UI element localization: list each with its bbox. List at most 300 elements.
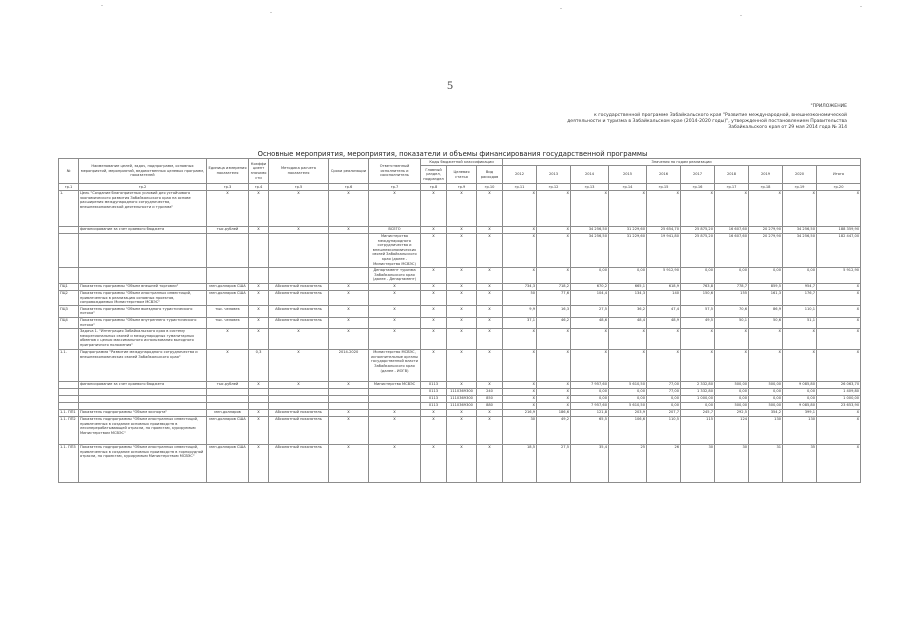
row-name: Задача 1. "Интеграция Забайкальского края в систему межрегиональных связей и международных гуманитарных обменов с целью максимального использования выгодного приграничного положения": [79, 328, 207, 349]
appendix-note: [467, 104, 847, 131]
table-cell: X: [421, 444, 447, 482]
table-cell: X: [249, 306, 269, 317]
header-responsible: Ответственный исполнитель и соисполнитель: [369, 159, 421, 184]
column-number: гр.7: [369, 184, 421, 191]
table-cell: 27,5: [571, 306, 609, 317]
table-cell: X: [503, 402, 537, 409]
table-cell: X: [329, 381, 369, 388]
table-cell: 0,00: [609, 388, 647, 395]
table-cell: 57,5: [681, 306, 715, 317]
table-cell: Абсолютный показатель: [269, 317, 329, 328]
table-cell: 718,2: [537, 283, 571, 290]
scan-speck: [860, 6, 862, 7]
table-cell: [329, 402, 369, 409]
row-code: [59, 328, 79, 349]
table-cell: X: [817, 328, 861, 349]
table-cell: X: [269, 328, 329, 349]
table-cell: млн.долларов США: [207, 290, 249, 306]
table-cell: X: [249, 283, 269, 290]
table-cell: X: [647, 190, 681, 226]
table-row: [59, 349, 861, 381]
table-cell: 0,00: [681, 402, 715, 409]
table-cell: Абсолютный показатель: [269, 283, 329, 290]
table-cell: 51,1: [783, 317, 817, 328]
table-cell: 1110369300: [447, 388, 477, 395]
table-cell: X: [477, 306, 503, 317]
table-cell: X: [421, 226, 447, 233]
table-cell: 161,3: [749, 290, 783, 306]
table-cell: X: [447, 328, 477, 349]
table-cell: 34 256,50: [571, 226, 609, 233]
table-cell: X: [477, 267, 503, 283]
table-cell: 49,2: [537, 416, 571, 444]
table-cell: 50,6: [749, 317, 783, 328]
table-cell: X: [681, 349, 715, 381]
column-number: гр.17: [715, 184, 749, 191]
table-cell: 35: [783, 444, 817, 482]
appendix-title: "ПРИЛОЖЕНИЕ: [810, 104, 847, 109]
table-cell: [269, 233, 329, 267]
table-cell: X: [369, 416, 421, 444]
table-cell: 34 256,50: [571, 233, 609, 267]
table-cell: X: [447, 283, 477, 290]
table-cell: 0113: [421, 395, 447, 402]
table-cell: X: [477, 416, 503, 444]
table-cell: X: [609, 328, 647, 349]
column-number: гр.10: [477, 184, 503, 191]
table-cell: X: [503, 395, 537, 402]
table-cell: 70,6: [715, 306, 749, 317]
row-code: 1.1.: [59, 349, 79, 381]
table-cell: 31: [749, 444, 783, 482]
table-cell: X: [329, 290, 369, 306]
table-cell: 176,7: [783, 290, 817, 306]
row-name: Показатель программы "Объем иностранных инвестиций, привлеченных в реализацию основных проектов, сопровождаемых Министерством МСВЭС": [79, 290, 207, 306]
table-row: [59, 226, 861, 233]
table-cell: 0,00: [783, 388, 817, 395]
table-cell: 16 607,60: [715, 233, 749, 267]
table-cell: X: [681, 190, 715, 226]
table-cell: X: [477, 381, 503, 388]
table-cell: X: [537, 226, 571, 233]
table-cell: 25: [609, 444, 647, 482]
table-cell: 0,00: [715, 395, 749, 402]
table-cell: X: [447, 409, 477, 416]
scan-speck: [270, 12, 272, 13]
page-number: 5: [447, 78, 453, 92]
table-row: [59, 409, 861, 416]
header-years-group: Значения по годам реализации: [503, 159, 861, 166]
header-year: 2019: [749, 166, 783, 184]
table-cell: 48,6: [571, 317, 609, 328]
table-cell: 31 229,60: [609, 233, 647, 267]
table-cell: X: [817, 317, 861, 328]
table-cell: [207, 267, 249, 283]
header-coef: Коэффициент значимости: [249, 159, 269, 184]
table-cell: [207, 388, 249, 395]
table-cell: 65,5: [571, 416, 609, 444]
row-name: Подпрограмма "Развитие международного сотрудничества и внешнеэкономических связей Забайкальского края": [79, 349, 207, 381]
table-cell: 9,9: [503, 306, 537, 317]
table-cell: X: [447, 190, 477, 226]
row-name: Показатель программы "Объем внешней торговли": [79, 283, 207, 290]
table-cell: X: [447, 381, 477, 388]
table-cell: X: [681, 328, 715, 349]
table-cell: X: [421, 409, 447, 416]
table-cell: X: [537, 190, 571, 226]
table-cell: 47,4: [647, 306, 681, 317]
table-cell: 1 000,00: [681, 395, 715, 402]
table-cell: 110,1: [783, 306, 817, 317]
table-cell: X: [571, 190, 609, 226]
table-cell: 134,3: [609, 290, 647, 306]
header-no: №: [59, 159, 79, 184]
table-body: [59, 190, 861, 482]
table-cell: 292,5: [715, 409, 749, 416]
header-year: 2016: [647, 166, 681, 184]
table-cell: 30: [503, 416, 537, 444]
row-code: [59, 395, 79, 402]
header-budget-codes: Коды бюджетной классификации: [421, 159, 503, 166]
table-cell: 850: [477, 395, 503, 402]
header-year: 2015: [609, 166, 647, 184]
table-cell: 880: [477, 402, 503, 409]
table-cell: 188 359,90: [817, 226, 861, 233]
table-cell: Министерство МСВЭС, исполнительные органы государственной власти Забайкальского края (далее - ИОГВ): [369, 349, 421, 381]
scan-speck: [740, 15, 742, 16]
row-name: [79, 402, 207, 409]
table-cell: X: [477, 349, 503, 381]
header-name: Наименование целей, задач, подпрограмм, основных мероприятий, мероприятий, ведомственных целевых программ, показателей: [79, 159, 207, 184]
column-number: гр.19: [783, 184, 817, 191]
row-code: [59, 402, 79, 409]
table-cell: 0,00: [783, 395, 817, 402]
table-cell: [369, 388, 421, 395]
table-cell: млн.долларов США: [207, 416, 249, 444]
table-cell: 20 279,90: [749, 233, 783, 267]
table-cell: X: [329, 283, 369, 290]
table-cell: X: [503, 328, 537, 349]
table-cell: X: [447, 444, 477, 482]
table-cell: 399,1: [783, 409, 817, 416]
row-name: Показатель программы "Объем внутреннего туристического потока": [79, 317, 207, 328]
table-cell: 763,8: [681, 283, 715, 290]
table-cell: 155: [715, 290, 749, 306]
table-cell: Абсолютный показатель: [269, 444, 329, 482]
column-number: гр.4: [249, 184, 269, 191]
table-cell: Министерство международного сотрудничества и внешнеэкономических связей Забайкальского края (далее - Министерство МСВЭС): [369, 233, 421, 267]
table-cell: X: [609, 190, 647, 226]
table-cell: X: [249, 328, 269, 349]
table-cell: X: [647, 328, 681, 349]
table-cell: X: [207, 349, 249, 381]
table-cell: X: [749, 349, 783, 381]
header-year: 2018: [715, 166, 749, 184]
header-unit: Единица измерения показателя: [207, 159, 249, 184]
table-cell: [249, 233, 269, 267]
table-cell: 25 875,20: [681, 226, 715, 233]
table-row: [59, 444, 861, 482]
table-cell: тыс.рублей: [207, 381, 249, 388]
table-cell: X: [249, 381, 269, 388]
table-cell: 48,4: [609, 317, 647, 328]
table-cell: 1 000,00: [817, 395, 861, 402]
table-cell: X: [369, 328, 421, 349]
table-cell: X: [447, 290, 477, 306]
table-cell: 0,00: [783, 267, 817, 283]
table-cell: ВСЕГО: [369, 226, 421, 233]
table-cell: X: [421, 233, 447, 267]
table-cell: 0,00: [749, 267, 783, 283]
table-cell: 5 610,50: [609, 381, 647, 388]
table-cell: X: [609, 349, 647, 381]
table-cell: тыс. человек: [207, 306, 249, 317]
table-cell: X: [817, 290, 861, 306]
table-cell: 16 607,60: [715, 226, 749, 233]
table-cell: X: [447, 233, 477, 267]
table-cell: 500,00: [749, 381, 783, 388]
column-number: гр.13: [571, 184, 609, 191]
table-cell: X: [447, 416, 477, 444]
table-cell: X: [817, 444, 861, 482]
row-code: 1.1. ПП1: [59, 409, 79, 416]
column-number: гр.6: [329, 184, 369, 191]
table-cell: [369, 402, 421, 409]
table-cell: [207, 233, 249, 267]
table-cell: 0,00: [609, 267, 647, 283]
table-row: [59, 388, 861, 395]
column-number: гр.9: [447, 184, 477, 191]
column-number-row: [59, 184, 861, 191]
table-cell: [329, 388, 369, 395]
table-cell: 203,9: [609, 409, 647, 416]
table-cell: 7 957,60: [571, 381, 609, 388]
table-cell: X: [249, 190, 269, 226]
table-cell: X: [249, 290, 269, 306]
table-cell: X: [537, 233, 571, 267]
table-cell: X: [647, 349, 681, 381]
table-cell: 50: [503, 290, 537, 306]
table-cell: X: [447, 267, 477, 283]
table-cell: X: [477, 328, 503, 349]
table-row: [59, 190, 861, 226]
column-number: гр.1: [59, 184, 79, 191]
table-cell: X: [421, 416, 447, 444]
table-cell: 670,2: [571, 283, 609, 290]
table-cell: 36,2: [609, 306, 647, 317]
row-code: [59, 267, 79, 283]
table-cell: 859,5: [749, 283, 783, 290]
table-row: [59, 306, 861, 317]
table-cell: 106,6: [609, 416, 647, 444]
table-cell: 124: [715, 416, 749, 444]
table-cell: X: [477, 317, 503, 328]
header-total: Итого: [817, 166, 861, 184]
column-number: гр.2: [79, 184, 207, 191]
table-cell: 0,00: [571, 267, 609, 283]
table-cell: X: [421, 328, 447, 349]
table-cell: млн.долларов: [207, 409, 249, 416]
header-year: 2020: [783, 166, 817, 184]
table-cell: 26: [647, 444, 681, 482]
table-cell: X: [447, 317, 477, 328]
table-cell: 77,00: [647, 381, 681, 388]
row-code: ПЦ4: [59, 317, 79, 328]
table-cell: X: [329, 328, 369, 349]
table-cell: 27,5: [537, 444, 571, 482]
table-cell: 216,9: [503, 409, 537, 416]
table-cell: 0,00: [749, 395, 783, 402]
row-name: финансирование за счет краевого бюджета: [79, 381, 207, 388]
column-number: гр.20: [817, 184, 861, 191]
table-cell: 1110369300: [447, 402, 477, 409]
table-row: [59, 416, 861, 444]
table-cell: 0,00: [715, 267, 749, 283]
table-cell: X: [817, 349, 861, 381]
header-year: 2017: [681, 166, 715, 184]
table-cell: 46,2: [537, 317, 571, 328]
table-cell: X: [207, 328, 249, 349]
column-number: гр.18: [749, 184, 783, 191]
table-cell: X: [817, 409, 861, 416]
table-cell: X: [571, 328, 609, 349]
table-cell: X: [537, 381, 571, 388]
table-cell: [329, 233, 369, 267]
table-cell: 9 085,80: [783, 381, 817, 388]
table-cell: 50,1: [715, 317, 749, 328]
table-cell: X: [503, 226, 537, 233]
table-cell: [369, 395, 421, 402]
table-cell: 34 256,50: [783, 226, 817, 233]
column-number: гр.14: [609, 184, 647, 191]
table-cell: 0,00: [749, 388, 783, 395]
table-cell: X: [477, 190, 503, 226]
table-cell: X: [421, 349, 447, 381]
column-number: гр.16: [681, 184, 715, 191]
header-year: 2013: [537, 166, 571, 184]
table-cell: 77,6: [537, 290, 571, 306]
table-cell: 115: [681, 416, 715, 444]
row-name: Показатель программы "Объем выездного туристического потока": [79, 306, 207, 317]
table-cell: 1110369300: [447, 395, 477, 402]
table-cell: Абсолютный показатель: [269, 409, 329, 416]
table-cell: 48,9: [647, 317, 681, 328]
table-cell: [249, 267, 269, 283]
table-cell: 0113: [421, 388, 447, 395]
row-name: [79, 267, 207, 283]
table-row: [59, 328, 861, 349]
table-cell: 35,4: [571, 444, 609, 482]
row-code: 1.: [59, 190, 79, 226]
table-cell: 5 912,90: [817, 267, 861, 283]
table-cell: 121,8: [571, 409, 609, 416]
table-row: [59, 402, 861, 409]
table-cell: 240: [477, 388, 503, 395]
table-cell: X: [369, 306, 421, 317]
table-cell: X: [477, 290, 503, 306]
table-cell: 77,00: [647, 388, 681, 395]
program-table: [58, 158, 861, 483]
table-cell: X: [503, 381, 537, 388]
table-cell: X: [477, 233, 503, 267]
table-cell: Абсолютный показатель: [269, 416, 329, 444]
table-cell: 207,7: [647, 409, 681, 416]
table-cell: X: [477, 409, 503, 416]
row-code: [59, 388, 79, 395]
table-row: [59, 381, 861, 388]
table-cell: X: [477, 226, 503, 233]
table-cell: 23 653,90: [817, 402, 861, 409]
table-cell: X: [421, 267, 447, 283]
table-cell: 0,00: [647, 402, 681, 409]
table-cell: X: [817, 283, 861, 290]
table-cell: 37,1: [503, 317, 537, 328]
row-code: [59, 381, 79, 388]
table-cell: тыс.рублей: [207, 226, 249, 233]
table-row: [59, 267, 861, 283]
table-cell: X: [249, 317, 269, 328]
table-row: [59, 395, 861, 402]
header-terms: Сроки реализации: [329, 159, 369, 184]
table-cell: Министерство МСВЭС: [369, 381, 421, 388]
table-cell: 130: [783, 416, 817, 444]
table-cell: X: [329, 409, 369, 416]
table-cell: 150,6: [681, 290, 715, 306]
table-cell: 30: [715, 444, 749, 482]
table-cell: X: [537, 328, 571, 349]
row-code: [59, 226, 79, 233]
table-cell: 130: [749, 416, 783, 444]
table-cell: X: [269, 190, 329, 226]
table-cell: 2014-2020: [329, 349, 369, 381]
table-cell: X: [749, 190, 783, 226]
table-cell: X: [715, 190, 749, 226]
row-name: Цель "Создание благоприятных условий для устойчивого экономического развития Забайкальского края на основе расширения международного сотрудничества, внешнеэкономической деятельности и туризма": [79, 190, 207, 226]
column-number: гр.5: [269, 184, 329, 191]
table-cell: 0,00: [609, 395, 647, 402]
table-cell: [249, 402, 269, 409]
column-number: гр.3: [207, 184, 249, 191]
table-cell: X: [269, 381, 329, 388]
header-chapter: Главный раздел, подраздел: [421, 166, 447, 184]
table-cell: [329, 267, 369, 283]
table-cell: X: [421, 190, 447, 226]
row-code: ПЦ2: [59, 290, 79, 306]
row-code: ПЦ1: [59, 283, 79, 290]
table-cell: X: [421, 283, 447, 290]
table-cell: X: [369, 409, 421, 416]
table-cell: 5 610,50: [609, 402, 647, 409]
table-cell: X: [477, 283, 503, 290]
table-cell: X: [369, 290, 421, 306]
table-cell: [269, 402, 329, 409]
table-cell: 26 063,70: [817, 381, 861, 388]
table-title: Основные мероприятия, мероприятия, показатели и объемы финансирования государственной программы: [257, 150, 648, 158]
header-year: 2012: [503, 166, 537, 184]
table-cell: X: [537, 402, 571, 409]
table-cell: 25 654,70: [647, 226, 681, 233]
row-code: 1.1. ПП3: [59, 444, 79, 482]
table-cell: 1 332,80: [681, 388, 715, 395]
table-cell: X: [783, 328, 817, 349]
table-row: [59, 283, 861, 290]
table-cell: 5 912,90: [647, 267, 681, 283]
row-name: [79, 388, 207, 395]
table-cell: 0,00: [715, 388, 749, 395]
table-cell: 665,1: [609, 283, 647, 290]
table-cell: 0,00: [571, 395, 609, 402]
table-cell: X: [329, 226, 369, 233]
